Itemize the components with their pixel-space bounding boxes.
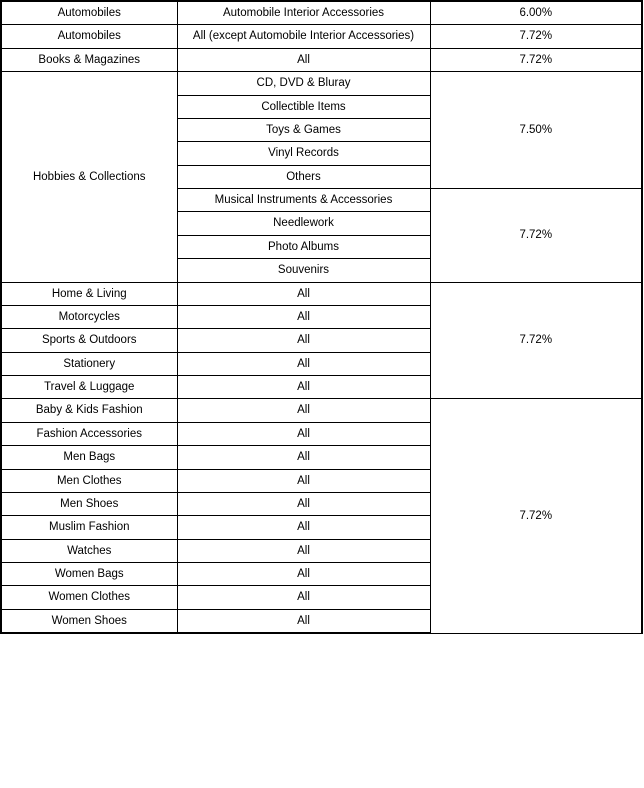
subcategory-cell: All — [177, 492, 430, 515]
subcategory-cell: Toys & Games — [177, 118, 430, 141]
subcategory-cell: All — [177, 586, 430, 609]
fee-rate-cell: 7.72% — [430, 48, 642, 71]
category-cell: Motorcycles — [1, 305, 177, 328]
subcategory-cell: Needlework — [177, 212, 430, 235]
subcategory-cell: Others — [177, 165, 430, 188]
subcategory-cell: All — [177, 469, 430, 492]
table-row — [1, 399, 642, 422]
category-cell: Travel & Luggage — [1, 376, 177, 399]
subcategory-cell: All — [177, 48, 430, 71]
category-cell: Baby & Kids Fashion — [1, 399, 177, 422]
subcategory-cell: All — [177, 516, 430, 539]
subcategory-cell: All — [177, 399, 430, 422]
category-cell: Stationery — [1, 352, 177, 375]
subcategory-cell: Musical Instruments & Accessories — [177, 189, 430, 212]
category-cell: Men Clothes — [1, 469, 177, 492]
table-row — [1, 48, 642, 71]
fee-rate-cell: 7.72% — [430, 25, 642, 48]
category-cell: Women Shoes — [1, 609, 177, 633]
subcategory-cell: Collectible Items — [177, 95, 430, 118]
category-cell: Automobiles — [1, 25, 177, 48]
subcategory-cell: All — [177, 539, 430, 562]
subcategory-cell: All — [177, 305, 430, 328]
subcategory-cell: All — [177, 376, 430, 399]
fee-rate-cell: 7.72% — [430, 399, 642, 633]
table-row — [1, 25, 642, 48]
subcategory-cell: All — [177, 609, 430, 633]
category-cell: Watches — [1, 539, 177, 562]
subcategory-cell: Vinyl Records — [177, 142, 430, 165]
category-cell: Home & Living — [1, 282, 177, 305]
subcategory-cell: All — [177, 446, 430, 469]
subcategory-cell: All (except Automobile Interior Accessories) — [177, 25, 430, 48]
fee-rate-cell: 7.50% — [430, 72, 642, 189]
subcategory-cell: All — [177, 563, 430, 586]
fee-rate-cell: 6.00% — [430, 1, 642, 25]
subcategory-cell: All — [177, 352, 430, 375]
category-cell: Automobiles — [1, 1, 177, 25]
category-cell: Books & Magazines — [1, 48, 177, 71]
subcategory-cell: All — [177, 329, 430, 352]
subcategory-cell: Photo Albums — [177, 235, 430, 258]
category-cell: Men Bags — [1, 446, 177, 469]
table-row — [1, 72, 642, 95]
category-cell: Men Shoes — [1, 492, 177, 515]
subcategory-cell: All — [177, 282, 430, 305]
fee-rate-cell: 7.72% — [430, 282, 642, 399]
table-body — [1, 1, 642, 633]
table-row — [1, 282, 642, 305]
subcategory-cell: All — [177, 422, 430, 445]
category-cell: Women Bags — [1, 563, 177, 586]
subcategory-cell: Souvenirs — [177, 259, 430, 282]
subcategory-cell: CD, DVD & Bluray — [177, 72, 430, 95]
category-cell: Muslim Fashion — [1, 516, 177, 539]
category-cell: Women Clothes — [1, 586, 177, 609]
table-row — [1, 1, 642, 25]
category-cell: Fashion Accessories — [1, 422, 177, 445]
subcategory-cell: Automobile Interior Accessories — [177, 1, 430, 25]
fee-rate-cell: 7.72% — [430, 189, 642, 283]
category-cell: Sports & Outdoors — [1, 329, 177, 352]
category-cell: Hobbies & Collections — [1, 72, 177, 282]
